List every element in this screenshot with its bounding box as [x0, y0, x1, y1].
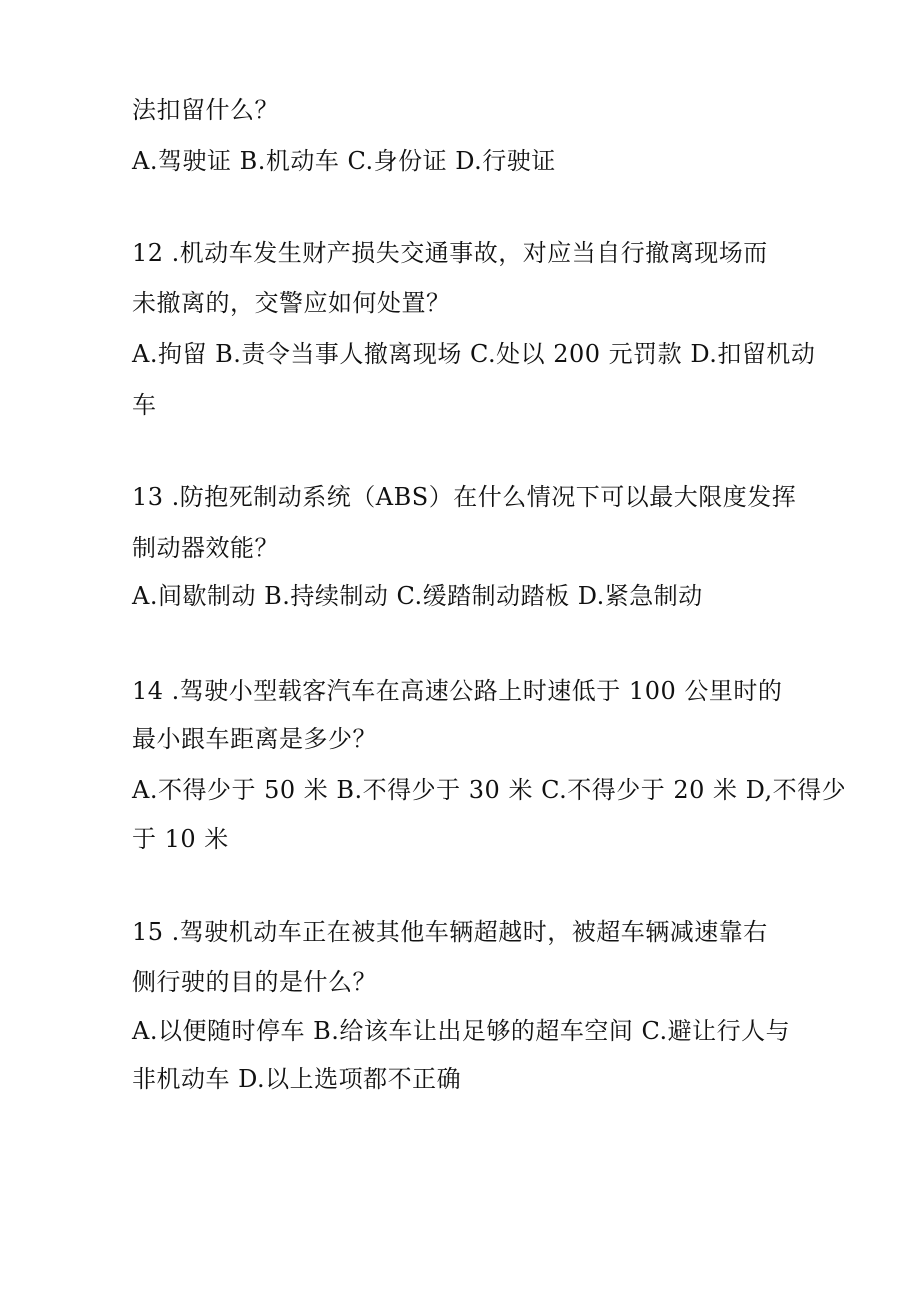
question-13-options: A.间歇制动 B.持续制动 C.缓踏制动踏板 D.紧急制动	[132, 582, 703, 610]
question-12-options-line-2: 车	[132, 391, 157, 419]
question-15-stem-line-1: 15 .驾驶机动车正在被其他车辆超越时，被超车辆减速靠右	[132, 918, 768, 946]
question-15-stem-line-2: 侧行驶的目的是什么？	[132, 968, 377, 996]
question-12-stem-line-1: 12 .机动车发生财产损失交通事故，对应当自行撤离现场而	[132, 239, 768, 267]
question-15-options-line-2: 非机动车 D.以上选项都不正确	[132, 1065, 462, 1093]
question-13-stem-line-2: 制动器效能？	[132, 534, 279, 562]
question-13-stem-line-1: 13 .防抱死制动系统（ABS）在什么情况下可以最大限度发挥	[132, 483, 797, 511]
question-12-stem-line-2: 未撤离的，交警应如何处置？	[132, 289, 451, 317]
question-11-stem-end: 法扣留什么？	[132, 96, 279, 124]
question-14-stem-line-1: 14 .驾驶小型载客汽车在高速公路上时速低于 100 公里时的	[132, 677, 783, 705]
question-14-stem-line-2: 最小跟车距离是多少？	[132, 725, 377, 753]
question-12-options-line-1: A.拘留 B.责令当事人撤离现场 C.处以 200 元罚款 D.扣留机动	[132, 340, 816, 368]
question-11-options: A.驾驶证 B.机动车 C.身份证 D.行驶证	[132, 147, 556, 175]
question-14-options-line-1: A.不得少于 50 米 B.不得少于 30 米 C.不得少于 20 米 D,不得少	[132, 776, 847, 804]
question-15-options-line-1: A.以便随时停车 B.给该车让出足够的超车空间 C.避让行人与	[132, 1017, 791, 1045]
question-14-options-line-2: 于 10 米	[132, 825, 229, 853]
